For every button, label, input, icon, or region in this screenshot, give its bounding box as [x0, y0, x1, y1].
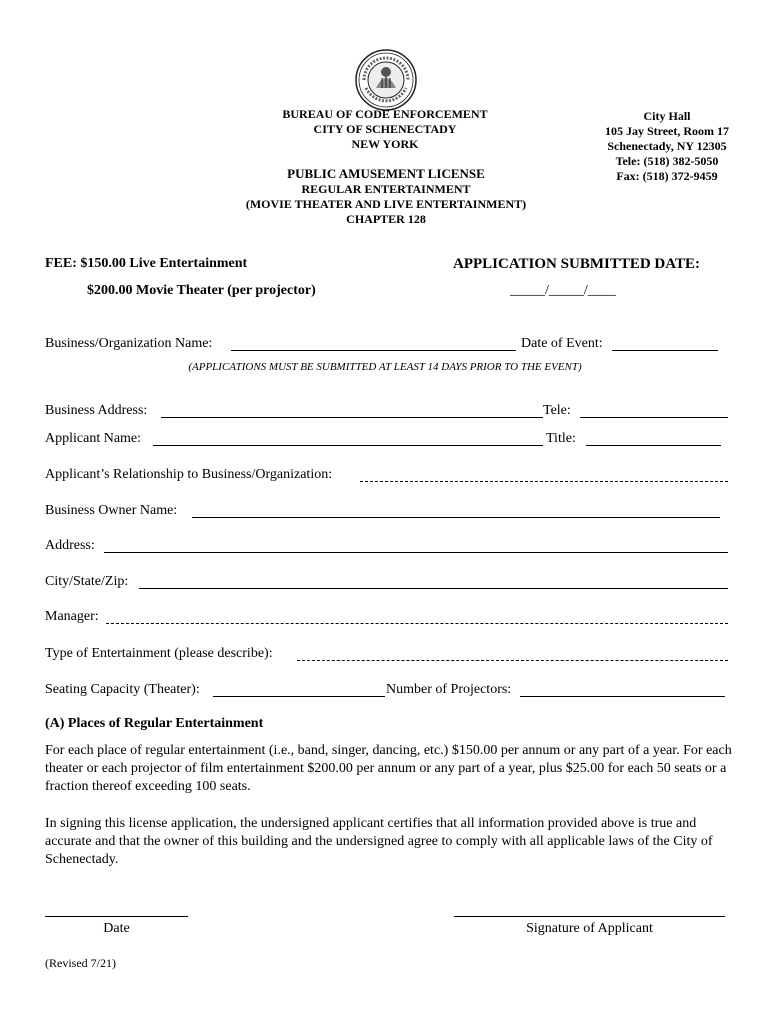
- city-name: CITY OF SCHENECTADY: [313, 122, 457, 136]
- seating-capacity-field[interactable]: [213, 696, 385, 697]
- business-name-field[interactable]: [231, 350, 516, 351]
- office-street: 105 Jay Street, Room 17: [604, 124, 730, 138]
- owner-name-label: Business Owner Name:: [45, 503, 178, 518]
- license-subtitle-2: (MOVIE THEATER AND LIVE ENTERTAINMENT): [245, 197, 527, 211]
- license-subtitle: REGULAR ENTERTAINMENT: [301, 182, 471, 196]
- tele-field[interactable]: [580, 417, 728, 418]
- business-address-label: Business Address:: [45, 403, 148, 418]
- office-name: City Hall: [643, 109, 691, 123]
- seating-capacity-label: Seating Capacity (Theater):: [45, 682, 200, 697]
- address-field[interactable]: [104, 552, 728, 553]
- manager-field[interactable]: [106, 623, 728, 624]
- title-label: Title:: [546, 431, 576, 446]
- license-title: PUBLIC AMUSEMENT LICENSE: [287, 166, 485, 181]
- submitted-date-label: APPLICATION SUBMITTED DATE:: [453, 256, 700, 272]
- date-of-event-label: Date of Event:: [521, 336, 603, 351]
- business-name-label: Business/Organization Name:: [45, 336, 213, 351]
- submission-notice: (APPLICATIONS MUST BE SUBMITTED AT LEAST 14 DAYS PRIOR TO THE EVENT): [188, 361, 582, 373]
- office-tel: Tele: (518) 382-5050: [615, 154, 719, 168]
- office-fax: Fax: (518) 372-9459: [616, 169, 718, 183]
- applicant-name-label: Applicant Name:: [45, 431, 142, 446]
- office-city-zip: Schenectady, NY 12305: [607, 139, 727, 153]
- relationship-label: Applicant’s Relationship to Business/Organization:: [45, 467, 333, 482]
- signature-label: Signature of Applicant: [526, 921, 653, 936]
- section-a-heading: (A) Places of Regular Entertainment: [45, 716, 264, 731]
- projectors-field[interactable]: [520, 696, 725, 697]
- section-a-body: For each place of regular entertainment (i.e., band, singer, dancing, etc.) $150.00 per annum or any part of a year. For each theater or each projector of film entertainment $200.00 per annum or any part of a year, plus $25.00 for each 50 seats or a fraction thereof exceeding 100 seats.: [45, 743, 732, 794]
- owner-name-field[interactable]: [192, 517, 720, 518]
- bureau-name: BUREAU OF CODE ENFORCEMENT: [282, 107, 488, 121]
- business-address-field[interactable]: [161, 417, 543, 418]
- city-state-zip-field[interactable]: [139, 588, 728, 589]
- entertainment-type-field[interactable]: [297, 660, 728, 661]
- date-of-event-field[interactable]: [612, 350, 718, 351]
- fee-label: FEE:: [45, 256, 77, 271]
- state-name: NEW YORK: [351, 137, 419, 151]
- tele-label: Tele:: [543, 403, 571, 418]
- submitted-date-field[interactable]: _____/_____/____: [510, 283, 616, 298]
- manager-label: Manager:: [45, 609, 99, 624]
- fee-live-entertainment: $150.00 Live Entertainment: [80, 256, 248, 271]
- revision-note: (Revised 7/21): [45, 956, 116, 970]
- projectors-label: Number of Projectors:: [386, 682, 512, 697]
- chapter-label: CHAPTER 128: [346, 212, 426, 226]
- certification-text: In signing this license application, the undersigned applicant certifies that all information provided above is true and accurate and that the owner of this building and the undersigned agree to comply with all applicable laws of the City of Schenectady.: [45, 816, 713, 867]
- date-label: Date: [103, 921, 130, 936]
- fee-movie-theater: $200.00 Movie Theater (per projector): [87, 283, 316, 298]
- applicant-signature-line[interactable]: [454, 916, 725, 917]
- city-state-zip-label: City/State/Zip:: [45, 574, 129, 589]
- city-seal-logo: [354, 48, 418, 112]
- entertainment-type-label: Type of Entertainment (please describe):: [45, 646, 273, 661]
- relationship-field[interactable]: [360, 481, 728, 482]
- applicant-name-field[interactable]: [153, 445, 543, 446]
- title-field[interactable]: [586, 445, 721, 446]
- address-label: Address:: [45, 538, 95, 553]
- date-signature-line[interactable]: [45, 916, 188, 917]
